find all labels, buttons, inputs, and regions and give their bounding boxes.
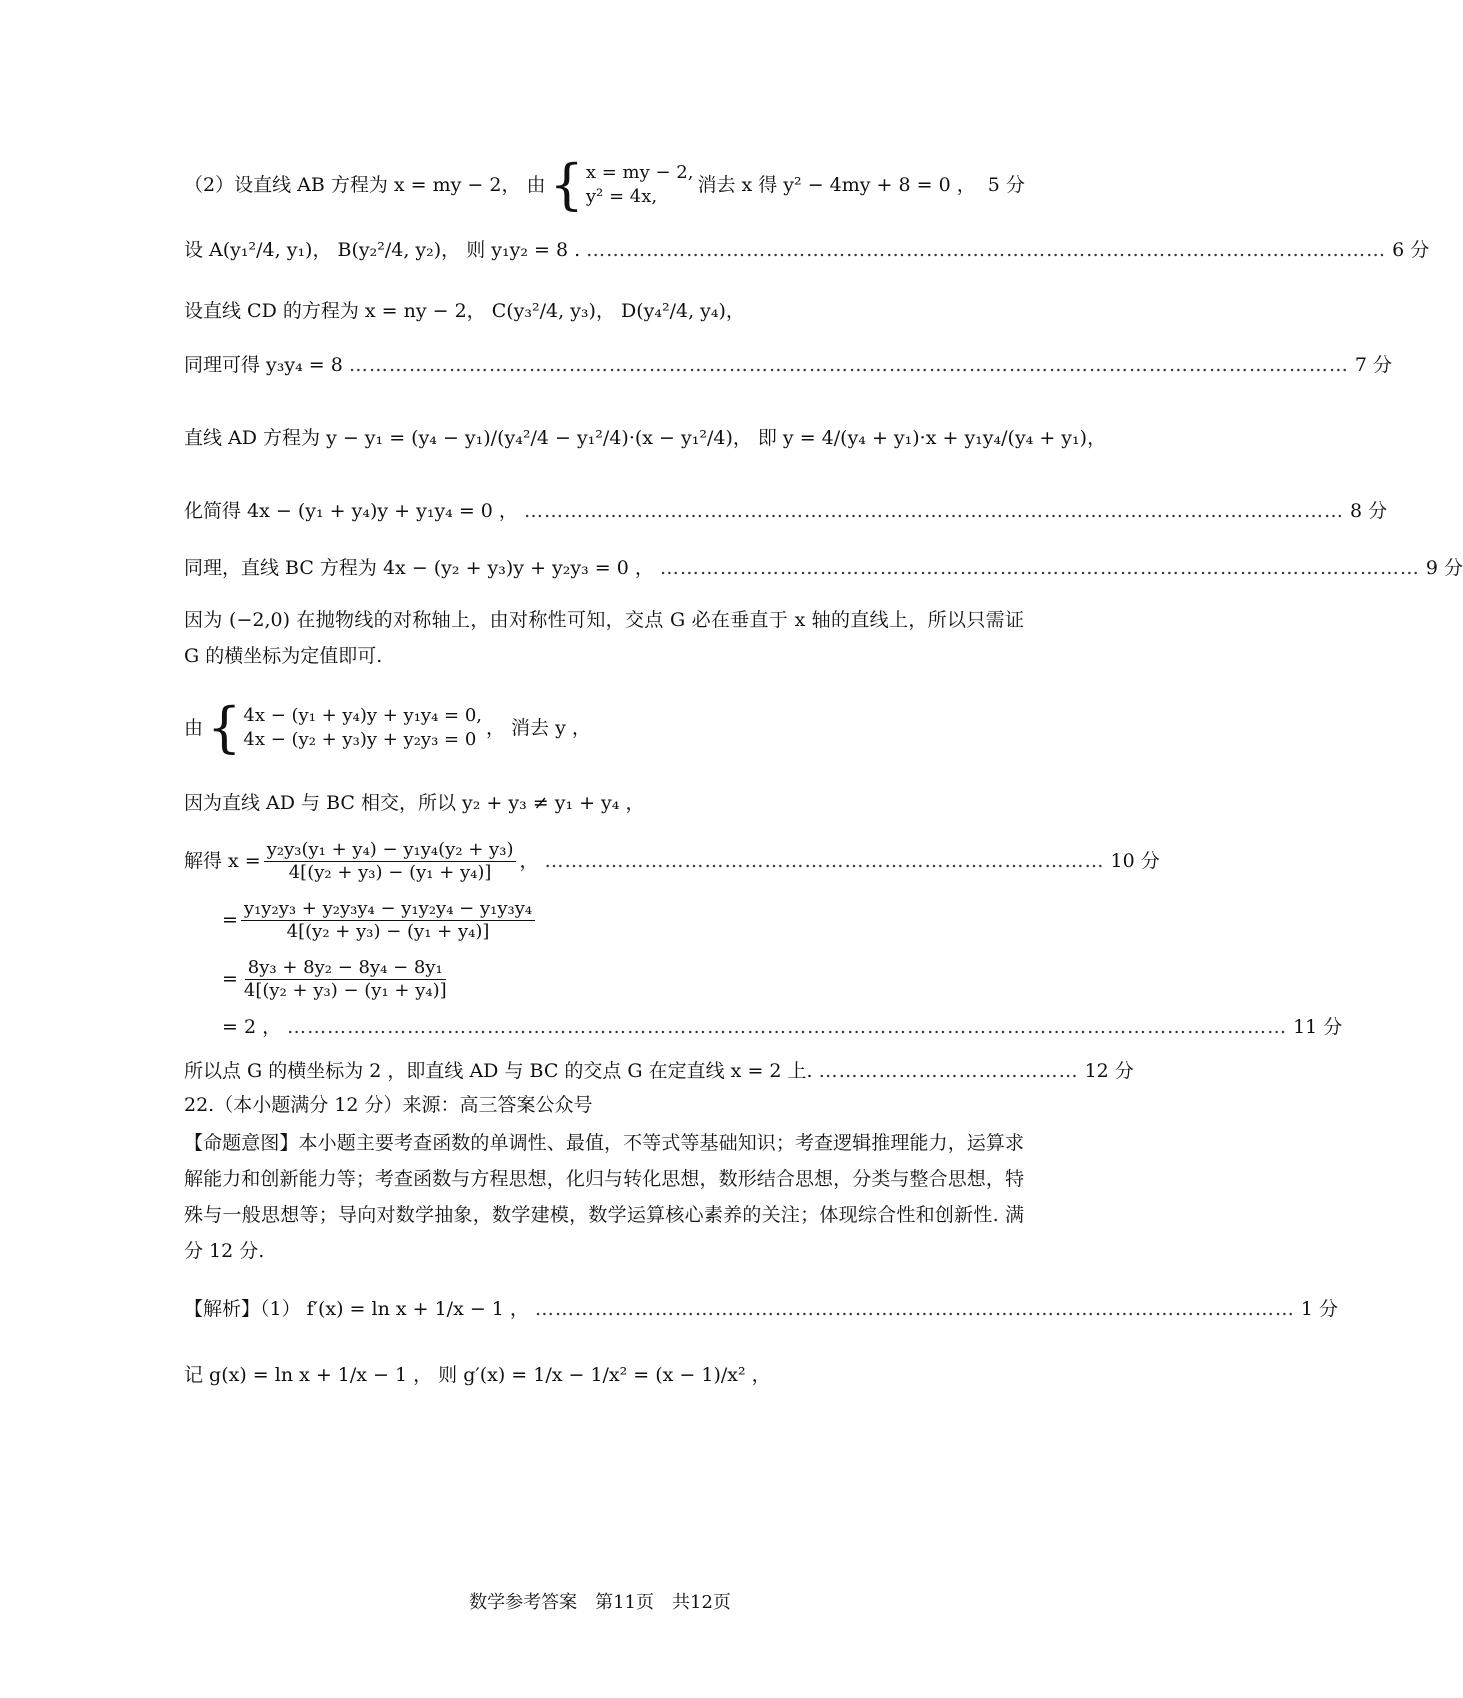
line-text: 22.（本小题满分 12 分）来源：高三答案公众号 [184, 1094, 593, 1116]
answer-line-8 [184, 696, 1024, 759]
score-mark: 1 分 [1300, 1298, 1339, 1320]
line-text: 记 g(x) = ln x + 1/x − 1 ， 则 g′(x) = 1/x − 1/x² = (x − 1)/x² ， [184, 1364, 771, 1386]
score-mark: 7 分 [1354, 354, 1392, 376]
fraction-numerator: 8y₃ + 8y₂ − 8y₄ − 8y₁ [245, 957, 446, 980]
answer-line-16 [184, 1294, 1339, 1324]
line-text: 设直线 CD 的方程为 x = ny − 2， C(y₃²/4, y₃)， D(y₄²/4, y₄)， [184, 300, 745, 322]
line-text: ， 消去 y ， [486, 717, 591, 739]
answer-line-10: 解得 x = $\frac{\text{y₂y₃(y₁ + y₄) − y₁y₄(y₂ + y₃)}}{\text{4[(y₂ + y₃) − (y₁ + y₄)]}}$ ， ………………………………………………………………………… 10 分 [184, 838, 1160, 883]
fraction-denominator: 4[(y₂ + y₃) − (y₁ + y₄)] [288, 861, 492, 883]
system-row: y² = 4x, [585, 186, 658, 207]
line-text: 解得 x = [184, 850, 261, 872]
line-text: 化简得 4x − (y₁ + y₄)y + y₁y₄ = 0 ， [184, 500, 518, 522]
line-text: 设 A(y₁²/4, y₁)， B(y₂²/4, y₂)， 则 y₁y₂ = 8 . [184, 239, 581, 261]
line-text: （2）设直线 AB 方程为 x = my − 2， 由 [184, 174, 546, 196]
leader-dots: …………………………………………………………………………………………………… [659, 557, 1420, 579]
line-text: 【解析】（1） f′(x) = ln x + 1/x − 1 ， [184, 1298, 529, 1320]
leader-dots: ………………………………………………………………………………………………………… [586, 239, 1387, 261]
fraction [241, 898, 535, 943]
line-text: 所以点 G 的横坐标为 2 ，即直线 AD 与 BC 的交点 G 在定直线 x = 2 上. [184, 1060, 813, 1082]
line-text: 消去 x 得 y² − 4my + 8 = 0 ， [697, 174, 976, 196]
answer-line-9 [184, 788, 1024, 818]
answer-line-3 [184, 296, 1024, 326]
paragraph-intent: 【命题意图】本小题主要考查函数的单调性、最值，不等式等基础知识；考查逻辑推理能力，运算求解能力和创新能力等；考查函数与方程思想，化归与转化思想，数形结合思想，分类与整合思想，特殊与一般思想等；导向对数学抽象，数学建模，数学运算核心素养的关注；体现综合性和创新性. 满分 12 分. [184, 1132, 1024, 1262]
score-mark: 11 分 [1293, 1016, 1343, 1038]
answer-line-4 [184, 350, 1392, 380]
system-row: 4x − (y₁ + y₄)y + y₁y₄ = 0, [243, 705, 483, 726]
paragraph-symmetry: 因为 (−2,0) 在抛物线的对称轴上，由对称性可知，交点 G 必在垂直于 x 轴的直线上，所以只需证 G 的横坐标为定值即可. [184, 609, 1024, 667]
score-mark: 10 分 [1110, 850, 1160, 872]
score-mark: 12 分 [1084, 1060, 1134, 1082]
equation-system: { 4x − (y₁ + y₄)y + y₁y₄ = 0, 4x − (y₂ + y₃)y + y₂y₃ = 0 [207, 696, 483, 759]
answer-line-12: = $\frac{\text{8y₃ + 8y₂ − 8y₄ − 8y₁}}{\text{4[(y₂ + y₃) − (y₁ + y₄)]}}$ [222, 954, 1062, 1004]
fraction-denominator: 4[(y₂ + y₃) − (y₁ + y₄)] [243, 979, 447, 1001]
answer-line-5 [184, 423, 1107, 453]
system-row: x = my − 2, [585, 162, 694, 183]
equation-system: { x = my − 2, y² = 4x, [549, 153, 694, 216]
answer-line-2 [184, 235, 1430, 265]
fraction-denominator: 4[(y₂ + y₃) − (y₁ + y₄)] [286, 920, 490, 942]
leader-dots: …………………………………………………………………………………………………… [534, 1298, 1295, 1320]
line-text: 由 [184, 717, 204, 739]
answer-line-13 [222, 1012, 1343, 1042]
fraction-numerator: y₁y₂y₃ + y₂y₃y₄ − y₁y₂y₄ − y₁y₃y₄ [241, 898, 535, 921]
answer-line-17 [184, 1360, 1024, 1390]
leader-dots: ………………………………… [818, 1060, 1079, 1082]
fraction [241, 957, 450, 1002]
answer-line-7 [184, 553, 1463, 583]
score-mark: 9 分 [1425, 557, 1463, 579]
question-22-heading [184, 1090, 1024, 1120]
answer-line-14 [184, 1056, 1134, 1086]
page-footer: 数学参考答案 第11页 共12页 [469, 1592, 731, 1613]
leader-dots: …………………………………………………………………………………………………………… [523, 500, 1344, 522]
leader-dots: …………………………………………………………………………………………………………………………………… [287, 1016, 1288, 1038]
line-text: 直线 AD 方程为 y − y₁ = (y₄ − y₁)/(y₄²/4 − y₁²/4)·(x − y₁²/4)， 即 y = 4/(y₄ + y₁)·x + y₁y₄/(y₄ + y₁)， [184, 427, 1107, 449]
leader-dots: ………………………………………………………………………… [544, 850, 1105, 872]
line-text: 同理可得 y₃y₄ = 8 [184, 354, 343, 376]
answer-line-1 [184, 153, 1025, 216]
line-text: 因为直线 AD 与 BC 相交，所以 y₂ + y₃ ≠ y₁ + y₄ ， [184, 792, 645, 814]
answer-line-11: = $\frac{\text{y₁y₂y₃ + y₂y₃y₄ − y₁y₂y₄ − y₁y₃y₄}}{\text{4[(y₂ + y₃) − (y₁ + y₄)]}}$ [222, 895, 1062, 945]
leader-dots: …………………………………………………………………………………………………………………………………… [348, 354, 1349, 376]
line-text: = 2 ， [222, 1016, 282, 1038]
fraction [264, 839, 517, 884]
score-mark: 8 分 [1349, 500, 1388, 522]
system-row: 4x − (y₂ + y₃)y + y₂y₃ = 0 [243, 729, 477, 750]
answer-line-6 [184, 496, 1388, 526]
score-mark: 6 分 [1392, 239, 1430, 261]
line-text: 同理，直线 BC 方程为 4x − (y₂ + y₃)y + y₂y₃ = 0 ， [184, 557, 654, 579]
score-mark: 5 分 [987, 174, 1025, 196]
fraction-numerator: y₂y₃(y₁ + y₄) − y₁y₄(y₂ + y₃) [264, 839, 517, 862]
